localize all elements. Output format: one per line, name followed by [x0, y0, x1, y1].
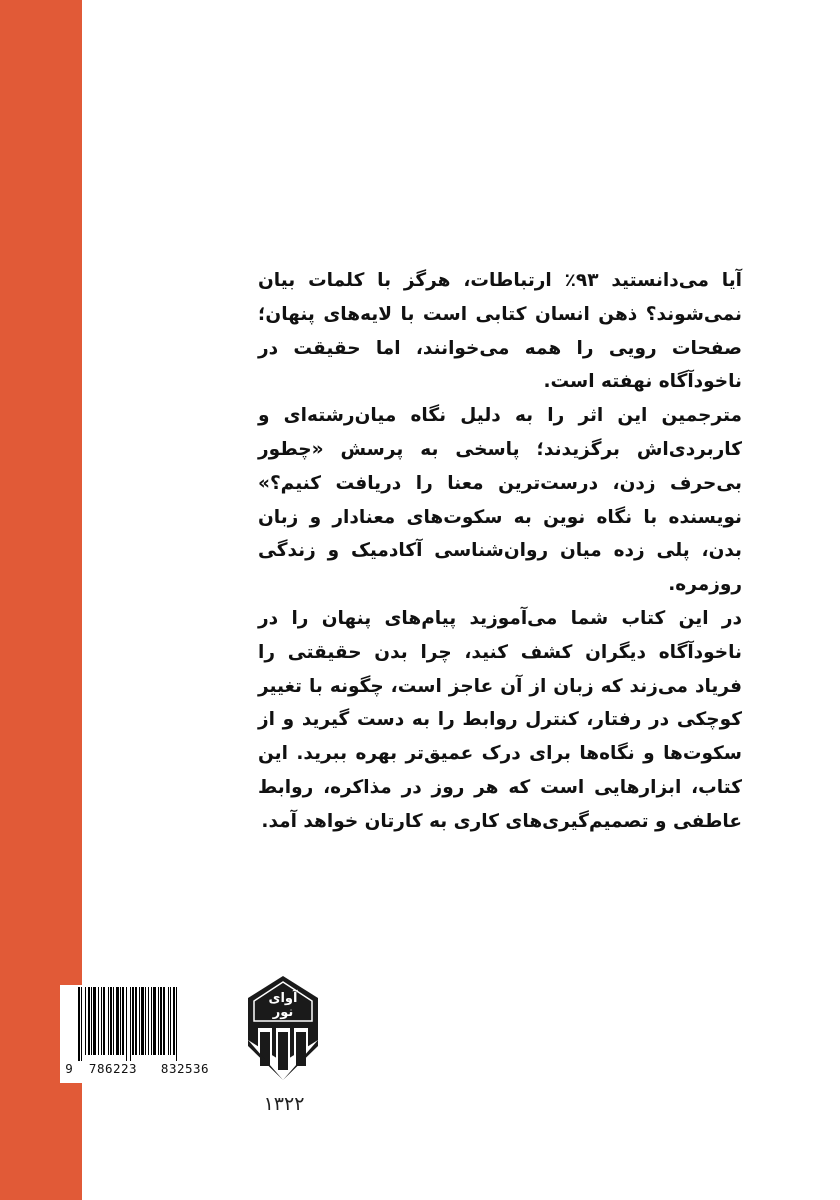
isbn-barcode: [60, 985, 222, 1083]
back-cover-blurb: [258, 264, 742, 839]
publisher-name: [248, 992, 318, 1020]
barcode-bars: [60, 985, 222, 1061]
barcode-first-digit: 9: [65, 1060, 73, 1076]
blurb-paragraph-2: مترجمین این اثر را به دلیل نگاه میان‌رشته‌ای و کاربردی‌اش برگزیدند؛ پاسخی به پرسش «چطور بی‌حرف زدن، درست‌ترین معنا را دریافت کنیم؟» نویسنده با نگاه نوین به سکوت‌های معنادار و زبان بدن، پلی زده میان روان‌شناسی آکادمیک و زندگی روزمره.: [258, 405, 742, 596]
price-label: ۱۳۲۲: [263, 1093, 305, 1115]
publisher-name-line-1: آوای: [268, 991, 298, 1006]
publisher-name-line-2: نور: [272, 1005, 294, 1020]
publisher-logo-icon: [240, 976, 326, 1080]
blurb-paragraph-1: آیا می‌دانستید ۹۳٪ ارتباطات، هرگز با کلمات بیان نمی‌شوند؟ ذهن انسان کتابی است با لایه‌های پنهان؛ صفحات رویی را همه می‌خوانند، اما حقیقت در ناخودآگاه نهفته است.: [258, 270, 743, 393]
barcode-left-group: 786223: [88, 1060, 138, 1076]
blurb-paragraph-3: در این کتاب شما می‌آموزید پیام‌های پنهان را در ناخودآگاه دیگران کشف کنید، چرا بدن حقیقتی را فریاد می‌زند که زبان از آن عاجز است، چگونه با تغییر کوچکی در رفتار، کنترل روابط را به دست گیرید و از سکوت‌ها و نگاه‌ها برای درک عمیق‌تر بهره ببرید. این کتاب، ابزارهایی است که هر روز در مذاکره، روابط عاطفی و تصمیم‌گیری‌های کاری به کارتان خواهد آمد.: [258, 607, 742, 832]
barcode-digits: [60, 1059, 222, 1077]
barcode-right-group: 832536: [160, 1060, 210, 1076]
